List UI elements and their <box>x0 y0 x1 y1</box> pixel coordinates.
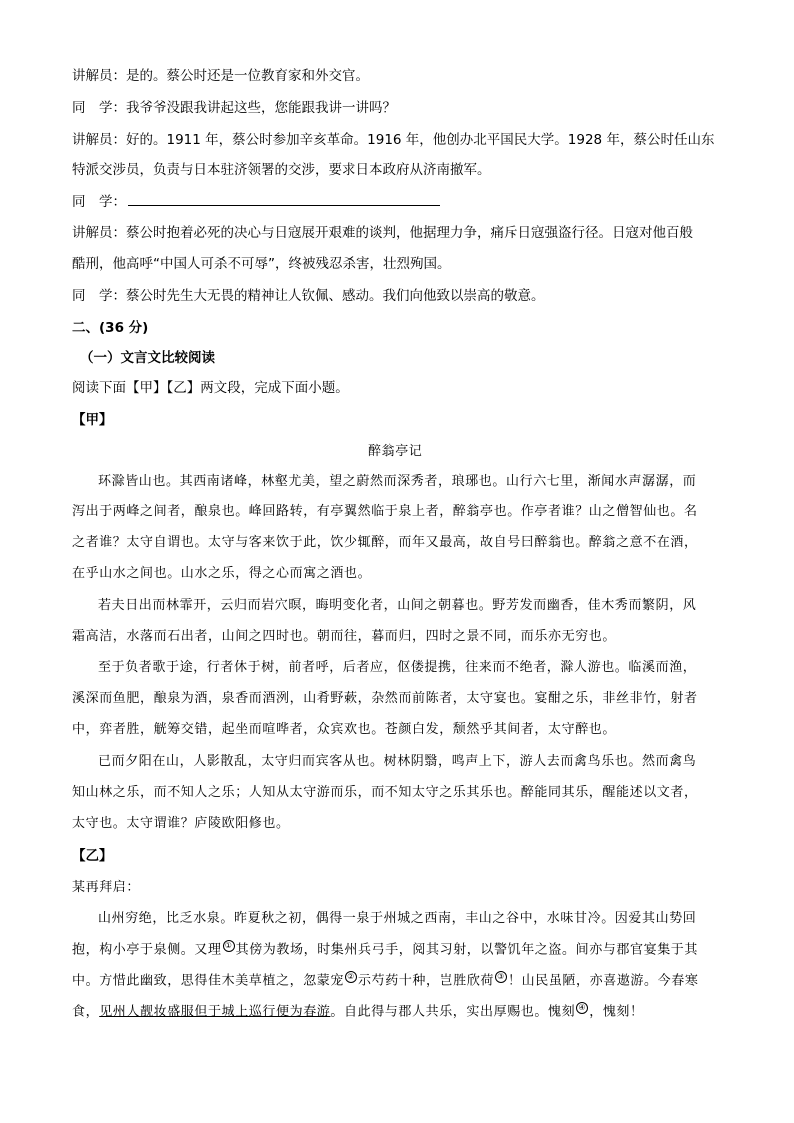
dialogue-line: 讲解员：蔡公时抱着必死的决心与日寇展开艰难的谈判，他据理力争，痛斥日寇强盗行径。日寇对他百般 <box>72 225 693 241</box>
dialogue-line: 讲解员：是的。蔡公时还是一位教育家和外交官。 <box>72 68 369 84</box>
answer-blank[interactable] <box>128 192 440 206</box>
passage-line: 知山林之乐，而不知人之乐；人知从太守游而乐，而不知太守之乐其乐也。醉能同其乐，醒能述以文者， <box>72 785 698 800</box>
text-segment: 中。方惜此幽致，思得佳木美草植之，忽蒙宠 <box>72 973 345 989</box>
subsection-heading: （一）文言文比较阅读 <box>80 350 215 366</box>
label-yi: 【乙】 <box>72 848 113 864</box>
passage-line: 已而夕阳在山，人影散乱，太守归而宾客从也。树林阴翳，鸣声上下，游人去而禽鸟乐也。然而禽鸟 <box>98 754 697 769</box>
text-segment: 食， <box>72 1004 100 1020</box>
dialogue-line: 酷刑，他高呼“中国人可杀不可辱”，终被残忍杀害，壮烈殉国。 <box>72 256 451 272</box>
text-segment: 示芍药十种，岂胜欣荷 <box>358 973 495 989</box>
footnote-marker: ① <box>223 940 235 952</box>
passage-line: 若夫日出而林霏开，云归而岩穴暝，晦明变化者，山间之朝暮也。野芳发而幽香，佳木秀而繁阴，风 <box>98 598 697 613</box>
dialogue-line: 同 学：蔡公时先生大无畏的精神让人钦佩、感动。我们向他致以崇高的敬意。 <box>72 288 545 304</box>
footnote-marker: ③ <box>495 971 507 983</box>
passage-line: 山州穷绝，比乏水泉。昨夏秋之初，偶得一泉于州城之西南，丰山之谷中，水味甘冷。因爱其山势回 <box>98 911 697 926</box>
dialogue-line: 讲解员：好的。1911 年，蔡公时参加辛亥革命。1916 年，他创办北平国民大学。1928 年，蔡公时任山东 <box>72 132 715 148</box>
passage-line: 之者谁？太守自谓也。太守与客来饮于此，饮少辄醉，而年又最高，故自号曰醉翁也。醉翁之意不在酒， <box>72 535 698 550</box>
passage-line: 泻出于两峰之间者，酿泉也。峰回路转，有亭翼然临于泉上者，醉翁亭也。作亭者谁？山之僧智仙也。名 <box>72 504 698 519</box>
footnote-marker: ④ <box>576 1002 588 1014</box>
passage-line <box>72 940 698 960</box>
speaker-label: 同 学： <box>72 194 126 210</box>
text-segment: 抱，构小亭于泉侧。又理 <box>72 942 222 958</box>
passage-line: 至于负者歌于途，行者休于树，前者呼，后者应，伛偻提携，往来而不绝者，滁人游也。临溪而渔， <box>98 660 697 675</box>
passage-line: 中，弈者胜，觥筹交错，起坐而喧哗者，众宾欢也。苍颜白发，颓然乎其间者，太守醉也。 <box>72 722 617 737</box>
label-jia: 【甲】 <box>72 412 113 428</box>
passage-line <box>72 971 698 991</box>
dialogue-line: 同 学：我爷爷没跟我讲起这些，您能跟我讲一讲吗？ <box>72 100 396 116</box>
passage-line: 溪深而鱼肥，酿泉为酒，泉香而酒洌，山肴野蔌，杂然而前陈者，太守宴也。宴酣之乐，非丝非竹，射者 <box>72 691 698 706</box>
text-segment: 其傍为教场，时集州兵弓手，阅其习射，以警饥年之盗。间亦与郡官宴集于其 <box>235 942 699 958</box>
passage-line <box>72 1002 644 1022</box>
dialogue-line: 特派交涉员，负责与日本驻济领署的交涉，要求日本政府从济南撤军。 <box>72 162 491 178</box>
passage-line: 环滁皆山也。其西南诸峰，林壑尤美，望之蔚然而深秀者，琅琊也。山行六七里，渐闻水声潺潺，而 <box>98 474 697 489</box>
text-segment: ，愧刻！ <box>589 1004 644 1020</box>
text-segment: ！山民虽陋，亦喜遨游。今春寒 <box>508 973 699 989</box>
instruction: 阅读下面【甲】【乙】两文段，完成下面小题。 <box>72 380 349 396</box>
letter-salutation: 某再拜启： <box>72 880 141 895</box>
text-segment: 。自此得与郡人共乐，实出厚赐也。愧刻 <box>330 1004 576 1020</box>
passage-line: 霜高洁，水落而石出者，山间之四时也。朝而往，暮而归，四时之景不同，而乐亦无穷也。 <box>72 629 617 644</box>
underlined-sentence: 见州人靓妆盛服但于城上巡行便为春游 <box>99 1004 331 1020</box>
section-heading: 二、(36 分) <box>72 320 149 336</box>
passage-line: 太守也。太守谓谁？庐陵欧阳修也。 <box>72 816 290 831</box>
passage-line: 在乎山水之间也。山水之乐，得之心而寓之酒也。 <box>72 566 372 581</box>
footnote-marker: ② <box>345 971 357 983</box>
dialogue-line-blank <box>72 192 440 212</box>
passage-title: 醉翁亭记 <box>368 444 423 459</box>
